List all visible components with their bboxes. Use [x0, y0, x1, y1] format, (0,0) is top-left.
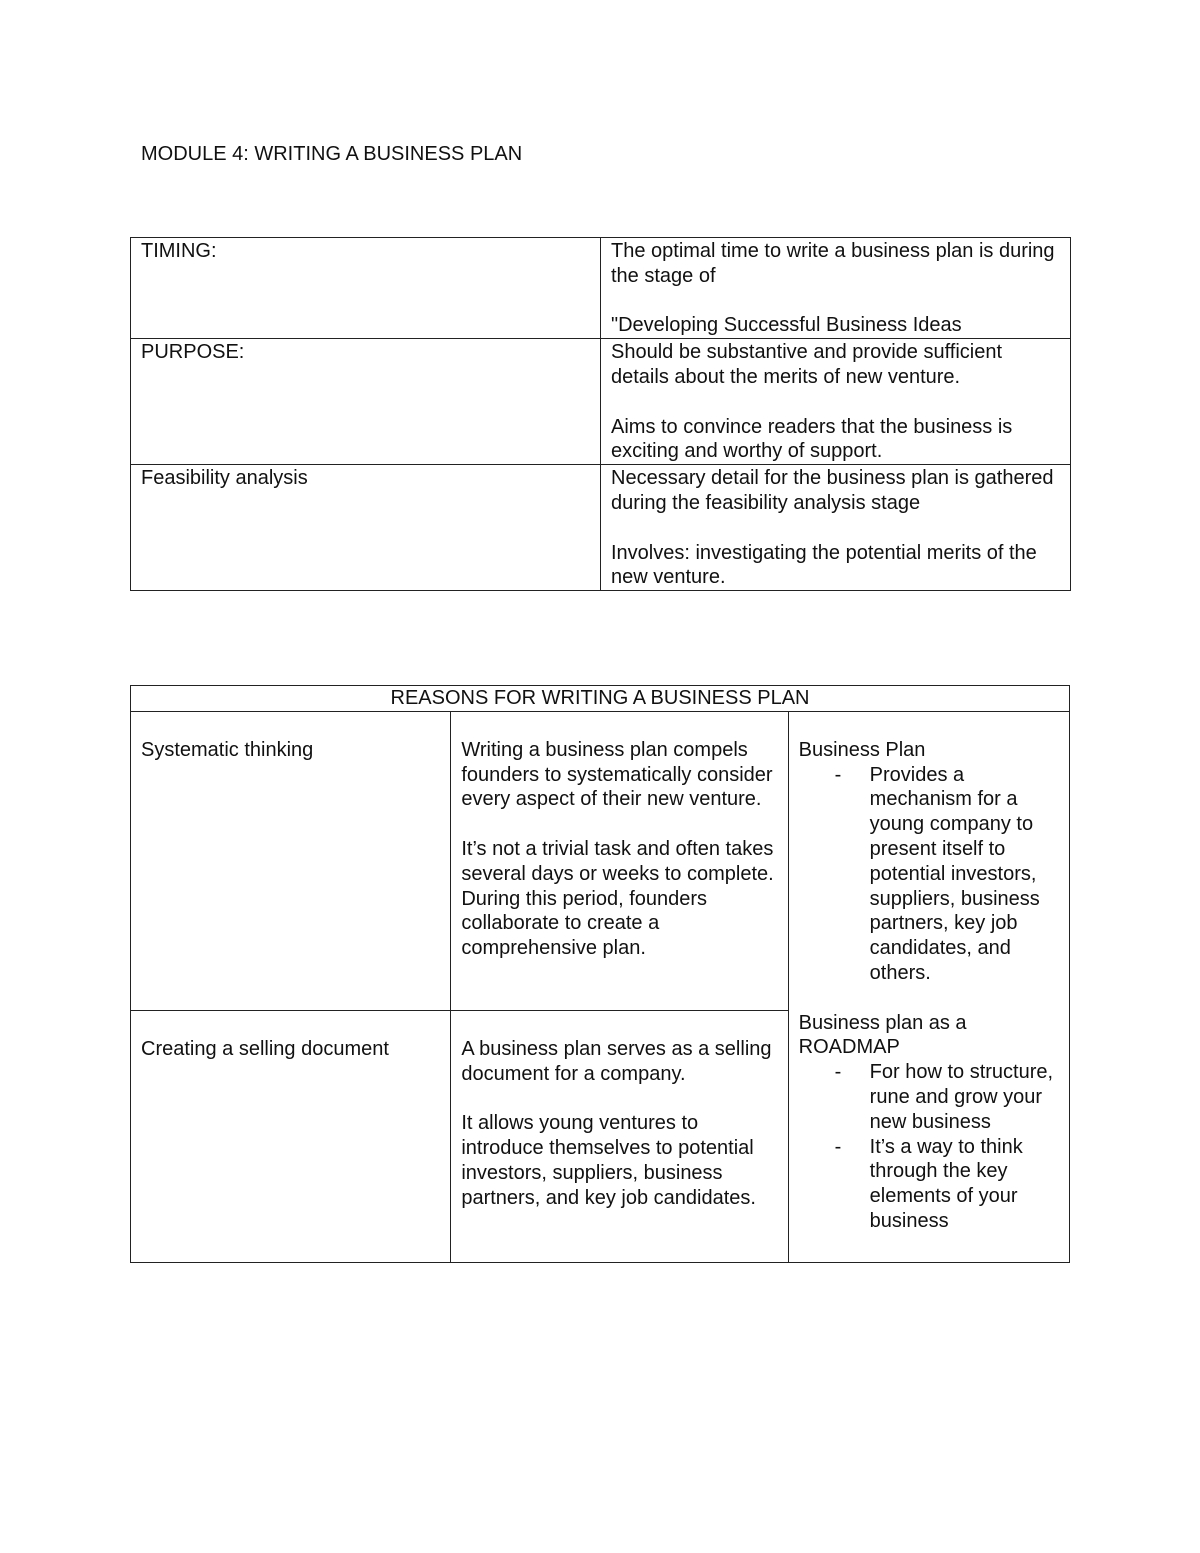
- table-row: [131, 238, 1071, 339]
- side-notes-cell: [788, 711, 1069, 1262]
- description-paragraph: A business plan serves as a selling document for a company.: [461, 1037, 772, 1085]
- row-label: Feasibility analysis: [141, 467, 308, 490]
- row-label-cell: [131, 1010, 451, 1262]
- side-heading: Business Plan: [798, 738, 926, 761]
- description-paragraph: It allows young ventures to introduce themselves to potential investors, suppliers, business partners, and key job candidates.: [461, 1112, 756, 1209]
- row-label: Creating a selling document: [141, 1037, 389, 1060]
- description-paragraph: Should be substantive and provide sufficient details about the merits of new venture.: [611, 341, 1003, 388]
- document-title: MODULE 4: WRITING A BUSINESS PLAN: [141, 143, 523, 165]
- list-item: [834, 763, 1059, 986]
- dash-bullet-icon: -: [834, 763, 842, 786]
- description-paragraph: Involves: investigating the potential merits of the new venture.: [611, 541, 1037, 589]
- row-label-cell: [131, 238, 601, 339]
- list-item: [834, 1135, 1059, 1234]
- table-header-row: [131, 686, 1070, 712]
- bullet-list: [799, 1060, 1059, 1234]
- list-item-text: Provides a mechanism for a young company to present itself to potential investors, suppliers, business partners, key job candidates, and others.: [869, 763, 1040, 984]
- description-paragraph: "Developing Successful Business Ideas: [611, 314, 962, 337]
- row-label: PURPOSE:: [141, 341, 245, 364]
- description-paragraph: It’s not a trivial task and often takes several days or weeks to complete. During this period, founders collaborate to create a comprehensive plan.: [461, 837, 774, 960]
- row-description-cell: [601, 339, 1071, 465]
- description-paragraph: The optimal time to write a business plan is during the stage of: [611, 240, 1055, 287]
- row-description-cell: [601, 465, 1071, 591]
- dash-bullet-icon: -: [834, 1135, 842, 1158]
- table-row: [131, 711, 1070, 1010]
- table-row: [131, 465, 1071, 591]
- description-paragraph: Necessary detail for the business plan is gathered during the feasibility analysis stage: [611, 467, 1054, 514]
- row-description-cell: [601, 238, 1071, 339]
- row-label-cell: [131, 465, 601, 591]
- description-paragraph: Aims to convince readers that the business is exciting and worthy of support.: [611, 415, 1013, 463]
- table-row: [131, 339, 1071, 465]
- row-description-cell: [451, 1010, 788, 1262]
- row-label: TIMING:: [141, 240, 217, 262]
- row-label-cell: [131, 339, 601, 465]
- bullet-list: [799, 763, 1059, 986]
- list-item-text: It’s a way to think through the key elements of your business: [869, 1135, 1023, 1232]
- table-header-cell: [131, 686, 1070, 712]
- side-heading: Business plan as a ROADMAP: [798, 1011, 967, 1059]
- timing-purpose-table: [130, 237, 1071, 591]
- description-paragraph: Writing a business plan compels founders to systematically consider every aspect of their new venture.: [461, 738, 773, 811]
- dash-bullet-icon: -: [834, 1061, 842, 1084]
- row-label: Systematic thinking: [141, 738, 314, 761]
- list-item: [834, 1060, 1059, 1134]
- reasons-table: [130, 685, 1070, 1263]
- row-label-cell: [131, 711, 451, 1010]
- table-header: REASONS FOR WRITING A BUSINESS PLAN: [390, 687, 810, 709]
- row-description-cell: [451, 711, 788, 1010]
- list-item-text: For how to structure, rune and grow your new business: [869, 1061, 1054, 1133]
